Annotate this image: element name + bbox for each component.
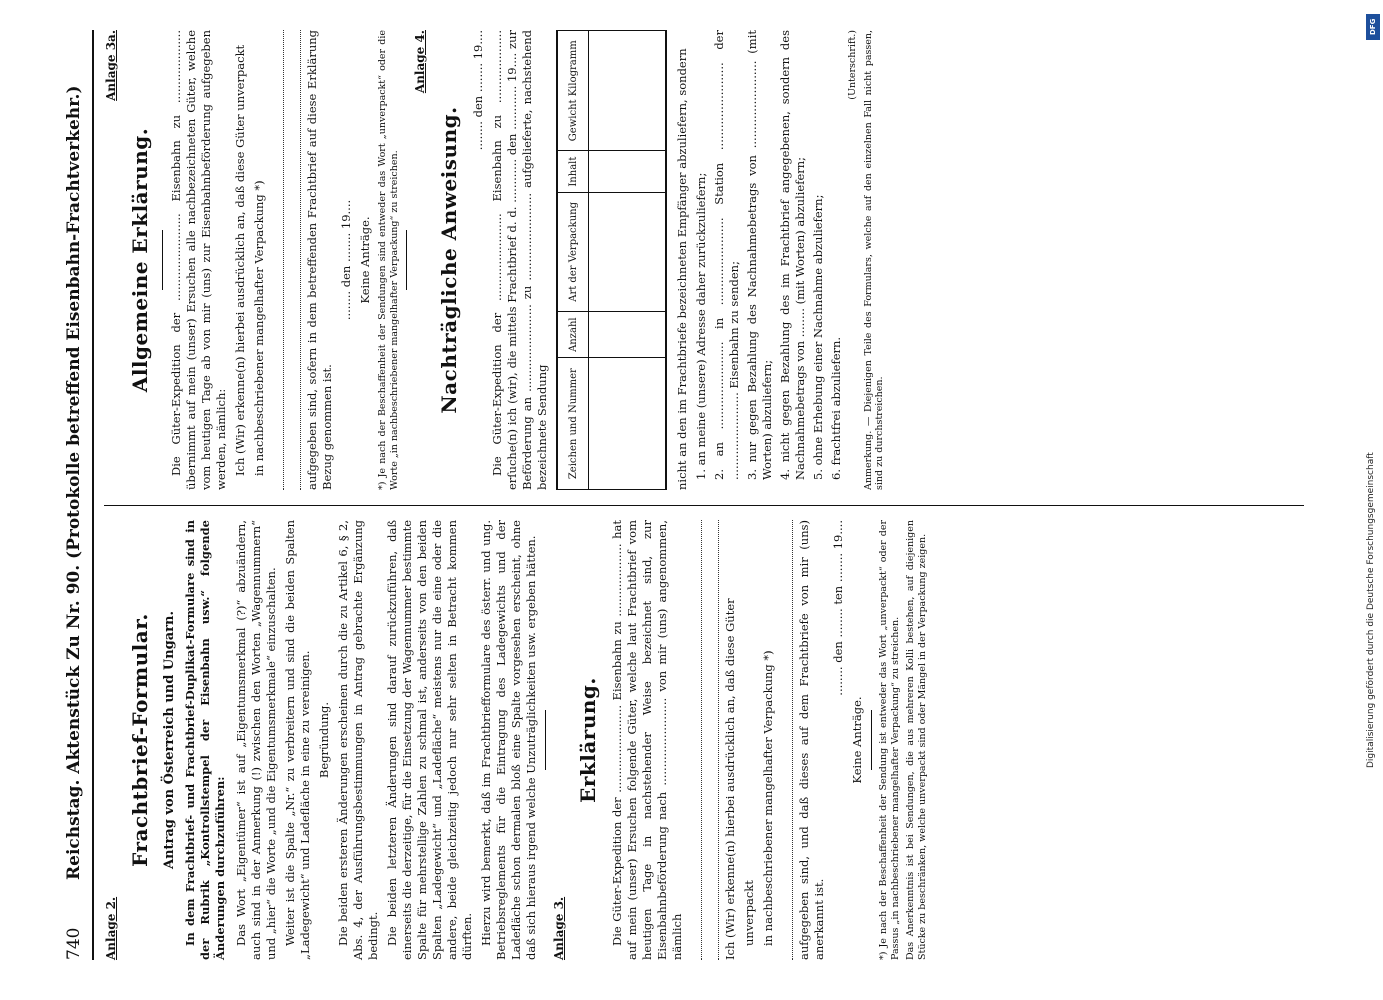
page-title: Reichstag. Aktenstück Zu Nr. 90. (Protokolle betreffend Eisenbahn-Frachtverkehr.) (64, 85, 84, 880)
erklaerung-date: ........ den ........ ten ........ 19.... (831, 520, 845, 696)
erklaerung-text-1: Die Güter-Expedition der ........................ Eisenbahn zu .................... hat auf mein (unser) Ersuchen folgende Güter, welche laut Frachtbrief vom heutigen Tage in nachstehender Weise bezeichnet sind, zur Eisenbahnbeförderung nach ........................ von mir (uns) angenommen, nämlich (610, 520, 684, 960)
erklaerung-verpackung: in nachbeschriebener mangelhafter Verpackung *) (761, 650, 775, 946)
sendung-table (556, 30, 667, 490)
right-column (104, 30, 890, 490)
anlage-2-label: Anlage 2. (104, 896, 118, 960)
anlage-3-label: Anlage 3. (552, 896, 566, 960)
allgemeine-erklaerung-title: Allgemeine Erklärung. (128, 127, 152, 393)
anlage-4-label: Anlage 4. (413, 30, 427, 94)
allgemeine-text-3: in nachbeschriebener mangelhafter Verpackung *) (252, 180, 266, 476)
paragraph-2: Weiter ist die Spalte „Nr.“ zu verbreitern und sind die beiden Spalten „Ladegewicht“ und Ladefläche in eine zu vereinigen. (283, 520, 312, 960)
page-header (60, 30, 90, 960)
short-rule (162, 230, 163, 290)
list-item-2: 2. an ........................ in ........................ Station ........................ der ........................ Eisenbahn zu senden; (712, 30, 741, 480)
short-rule (545, 710, 546, 770)
list-item-5: 5. ohne Erhebung einer Nachnahme abzuliefern; (811, 194, 825, 480)
fill-line (780, 520, 793, 960)
short-rule (406, 230, 407, 290)
page-number: 740 (64, 927, 84, 960)
erklaerung-text-2: Ich (Wir) erkenne(n) hierbei ausdrücklich an, daß diese Güter (723, 598, 737, 960)
begruendung-heading: Begründung. (317, 701, 331, 779)
allgemeine-text-4: aufgegeben sind, sofern in dem betreffenden Frachtbrief auf diese Erklärung Bezug genommen ist. (305, 30, 334, 490)
footnote-1: *) Je nach der Beschaffenheit der Sendung ist entweder das Wort „unverpackt“ oder der Passus „in nachbeschriebener mangelhafter Verpackung“ zu streichen. (878, 520, 901, 960)
fill-line (706, 520, 719, 960)
anweisung-text-1: Die Güter-Expedition der ........................ Eisenbahn zu .................... erſuche(n) ich (wir), die mittels Frachtbrief d. d. ............ den ............ 19.... zur Beförderung an ........................ zu ........................ aufgelieferte, nachstehend bezeichnete Sendung (490, 30, 549, 490)
footnote-2: Das Anerkenntnis ist bei Sendungen, die aus mehreren Kolli bestehen, auf diejenigen Stücke zu beschränken, welche unverpackt sind oder Mängel in der Verpackung zeigen. (905, 520, 928, 960)
anmerkung: Anmerkung. — Diejenigen Teile des Formulars, welche auf den einzelnen Fall nicht passen, sind zu durchstreichen. (862, 30, 885, 490)
list-item-3: 3. nur gegen Bezahlung des Nachnahmebetrags von ........................ (mit Worten) abzuliefern; (745, 30, 774, 480)
table-header: Gewicht Kilogramm (557, 31, 589, 151)
erklaerung-title: Erklärung. (576, 677, 600, 803)
table-header: Zeichen und Nummer (557, 358, 589, 490)
short-rule (871, 710, 872, 770)
page-content (60, 30, 1310, 960)
anweisung-text-2: nicht an den im Frachtbriefe bezeichneten Empfänger abzuliefern, sondern (675, 48, 689, 490)
table-header: Inhalt (557, 151, 589, 192)
list-item-4: 4. nicht gegen Bezahlung des im Frachtbrief angegebenen, sondern des Nachnahmebetrags von ........ (mit Worten) abzuliefern; (778, 30, 807, 480)
column-divider (104, 505, 1304, 506)
table-header: Anzahl (557, 311, 589, 357)
allgemeine-text-1: Die Güter-Expedition der ........................ Eisenbahn zu .................... übernimmt auf mein (unser) Ersuchen alle nachbezeichneten Güter, welche vom heutigen Tage ab von mir (uns) zur Eisenbahnbeförderung aufgegeben werden, nämlich: (169, 30, 228, 490)
allgemeine-text-2: Ich (Wir) erkenne(n) hierbei ausdrücklich an, daß diese Güter unverpackt (233, 44, 247, 476)
unterschrift: (Unterschrift.) (847, 30, 858, 100)
fill-line (271, 30, 284, 490)
allgemeine-footnote: *) Je nach der Beschaffenheit der Sendungen sind entweder das Wort „unverpackt“ oder die Worte „in nachbeschriebener mangelhafter Verpackung“ zu streichen. (377, 30, 400, 490)
antrag-text: In dem Frachtbrief- und Frachtbrief-Duplikat-Formulare sind in der Rubrik „Kontrollstempel der Eisenbahn usw.“ folgende Änderungen durchzuführen: (183, 520, 227, 960)
list-item-6: 6. frachtfrei abzuliefern. (829, 336, 843, 480)
dfg-logo: DFG (1366, 14, 1380, 40)
side-credit (1364, 8, 1382, 992)
header-rule (92, 30, 94, 960)
anlage-3a-label: Anlage 3a. (104, 30, 118, 101)
antrag-title: Antrag von Österreich und Ungarn. (162, 611, 177, 870)
erklaerung-text-3: aufgegeben sind, und daß dieses auf dem Frachtbriefe von mir (uns) anerkannt ist. (797, 520, 826, 960)
fill-line (288, 30, 301, 490)
erklaerung-unverpackt: unverpackt (742, 880, 756, 946)
paragraph-5: Hierzu wird bemerkt, daß im Frachtbriefformulare des österr. und ung. Betriebsreglements für die Eintragung des Ladegewichts und der Ladefläche schon dermalen bloß eine Spalte vorgesehen erscheint, ohne daß sich hieraus irgend welche Unzuträglichkeiten usw. ergeben hätten. (479, 520, 538, 960)
frachtbrief-formular-title: Frachtbrief-Formular. (128, 613, 152, 867)
paragraph-4: Die beiden letzteren Änderungen sind darauf zurückzuführen, daß einerseits die derzeitige, für die Einsetzung der Wagennummer bestimmte Spalte für mehrstellige Zahlen zu schmal ist, anderseits von den beiden Spalten „Ladegewicht“ und „Ladefläche“ meistens nur die eine oder die andere, beide gleichzeitig jedoch nur sehr selten in Betracht kommen dürften. (385, 520, 474, 960)
paragraph-3: Die beiden ersteren Änderungen erscheinen durch die zu Artikel 6, § 2, Abs. 4, der Ausführungsbestimmungen in Antrag gebrachte Ergänzung bedingt. (336, 520, 380, 960)
list-item-1: 1. an meine (unsere) Adresse daher zurückzuliefern; (694, 172, 708, 480)
credit-text: Digitalisierung gefördert durch die Deutsche Forschungsgemeinschaft (1366, 452, 1376, 768)
keine-antraege: Keine Anträge. (850, 696, 864, 784)
paragraph-1: Das Wort „Eigentümer“ ist auf „Eigentumsmerkmal (?)“ abzuändern, auch sind in der Anmerkung (!) zwischen den Worten „Wagennummern“ und „hier“ die Worte „und die Eigentumsmerkmale“ einzuschalten. (234, 520, 278, 960)
table-header: Art der Verpackung (557, 192, 589, 311)
allgemeine-date: ........ den ........ 19.... (339, 199, 353, 321)
fill-line (689, 520, 702, 960)
allgemeine-keine: Keine Anträge. (358, 216, 372, 304)
left-column (104, 520, 932, 960)
nachtraegliche-anweisung-title: Nachträgliche Anweisung. (437, 106, 461, 414)
anweisung-date: ........ den ........ 19.... (471, 30, 485, 151)
